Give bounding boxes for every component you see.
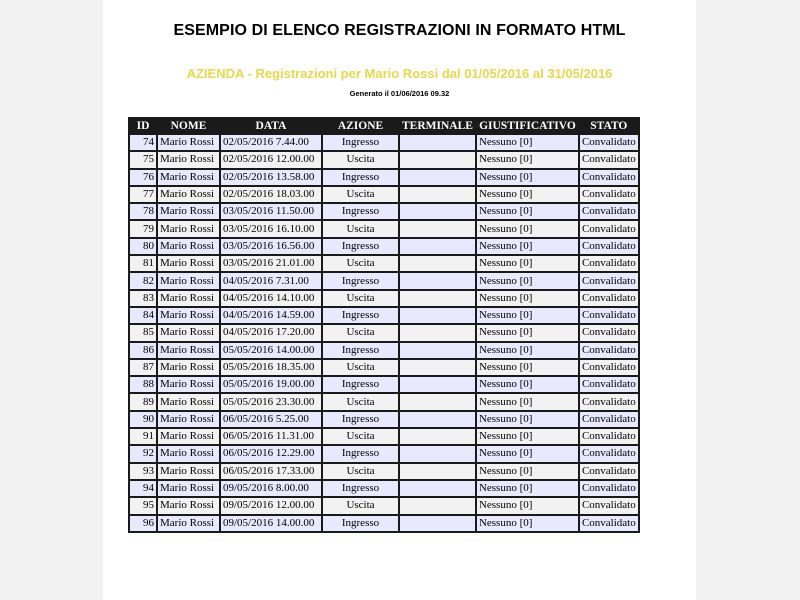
cell-azione: Ingresso — [323, 135, 398, 150]
cell-stato: Convalidato — [580, 239, 638, 254]
cell-azione: Uscita — [323, 464, 398, 479]
cell-id: 91 — [130, 429, 156, 444]
cell-stato: Convalidato — [580, 135, 638, 150]
cell-giustificativo: Nessuno [0] — [477, 464, 578, 479]
table-row — [130, 152, 638, 167]
cell-data: 09/05/2016 14.00.00 — [221, 516, 321, 531]
cell-azione: Uscita — [323, 256, 398, 271]
cell-nome: Mario Rossi — [158, 377, 219, 392]
table-row — [130, 135, 638, 150]
cell-giustificativo: Nessuno [0] — [477, 394, 578, 409]
cell-azione: Uscita — [323, 394, 398, 409]
cell-data: 04/05/2016 17.20.00 — [221, 325, 321, 340]
cell-azione: Ingresso — [323, 377, 398, 392]
cell-nome: Mario Rossi — [158, 291, 219, 306]
cell-nome: Mario Rossi — [158, 360, 219, 375]
cell-giustificativo: Nessuno [0] — [477, 239, 578, 254]
cell-giustificativo: Nessuno [0] — [477, 152, 578, 167]
cell-azione: Ingresso — [323, 170, 398, 185]
cell-id: 85 — [130, 325, 156, 340]
cell-data: 04/05/2016 14.10.00 — [221, 291, 321, 306]
cell-terminale — [400, 135, 475, 150]
cell-data: 09/05/2016 8.00.00 — [221, 481, 321, 496]
cell-nome: Mario Rossi — [158, 239, 219, 254]
cell-terminale — [400, 360, 475, 375]
cell-terminale — [400, 221, 475, 236]
cell-data: 05/05/2016 14.00.00 — [221, 343, 321, 358]
cell-data: 04/05/2016 14.59.00 — [221, 308, 321, 323]
cell-stato: Convalidato — [580, 221, 638, 236]
cell-data: 06/05/2016 5.25.00 — [221, 412, 321, 427]
cell-terminale — [400, 187, 475, 202]
cell-giustificativo: Nessuno [0] — [477, 498, 578, 513]
cell-azione: Ingresso — [323, 516, 398, 531]
cell-giustificativo: Nessuno [0] — [477, 325, 578, 340]
cell-stato: Convalidato — [580, 412, 638, 427]
cell-giustificativo: Nessuno [0] — [477, 446, 578, 461]
cell-giustificativo: Nessuno [0] — [477, 516, 578, 531]
cell-nome: Mario Rossi — [158, 412, 219, 427]
cell-data: 04/05/2016 7.31.00 — [221, 273, 321, 288]
cell-azione: Uscita — [323, 429, 398, 444]
table-row — [130, 170, 638, 185]
table-header-row — [130, 119, 638, 133]
cell-nome: Mario Rossi — [158, 273, 219, 288]
cell-giustificativo: Nessuno [0] — [477, 187, 578, 202]
cell-data: 03/05/2016 16.56.00 — [221, 239, 321, 254]
cell-id: 89 — [130, 394, 156, 409]
cell-azione: Ingresso — [323, 446, 398, 461]
cell-terminale — [400, 377, 475, 392]
cell-stato: Convalidato — [580, 273, 638, 288]
cell-id: 77 — [130, 187, 156, 202]
cell-stato: Convalidato — [580, 360, 638, 375]
cell-terminale — [400, 273, 475, 288]
cell-nome: Mario Rossi — [158, 152, 219, 167]
table-body — [130, 135, 638, 531]
table-row — [130, 481, 638, 496]
cell-id: 94 — [130, 481, 156, 496]
column-header-terminale: TERMINALE — [402, 120, 473, 132]
cell-azione: Uscita — [323, 221, 398, 236]
cell-stato: Convalidato — [580, 256, 638, 271]
column-header-stato: STATO — [580, 119, 638, 133]
table-row — [130, 256, 638, 271]
cell-giustificativo: Nessuno [0] — [477, 429, 578, 444]
cell-data: 06/05/2016 11.31.00 — [221, 429, 321, 444]
table-row — [130, 446, 638, 461]
cell-giustificativo: Nessuno [0] — [477, 343, 578, 358]
cell-data: 02/05/2016 13.58.00 — [221, 170, 321, 185]
cell-data: 09/05/2016 12.00.00 — [221, 498, 321, 513]
registrations-table — [128, 117, 640, 533]
cell-id: 76 — [130, 170, 156, 185]
cell-id: 87 — [130, 360, 156, 375]
cell-terminale — [400, 343, 475, 358]
cell-giustificativo: Nessuno [0] — [477, 412, 578, 427]
table-row — [130, 204, 638, 219]
cell-id: 88 — [130, 377, 156, 392]
cell-stato: Convalidato — [580, 481, 638, 496]
cell-terminale — [400, 446, 475, 461]
cell-giustificativo: Nessuno [0] — [477, 135, 578, 150]
cell-terminale — [400, 464, 475, 479]
cell-giustificativo: Nessuno [0] — [477, 273, 578, 288]
cell-terminale — [400, 516, 475, 531]
generated-timestamp: Generato il 01/06/2016 09.32 — [349, 89, 450, 98]
cell-giustificativo: Nessuno [0] — [477, 360, 578, 375]
cell-azione: Ingresso — [323, 308, 398, 323]
cell-giustificativo: Nessuno [0] — [477, 256, 578, 271]
cell-stato: Convalidato — [580, 343, 638, 358]
cell-nome: Mario Rossi — [158, 429, 219, 444]
table-row — [130, 412, 638, 427]
cell-nome: Mario Rossi — [158, 325, 219, 340]
cell-data: 05/05/2016 18.35.00 — [221, 360, 321, 375]
cell-giustificativo: Nessuno [0] — [477, 481, 578, 496]
table-row — [130, 239, 638, 254]
cell-id: 75 — [130, 152, 156, 167]
cell-terminale — [400, 256, 475, 271]
cell-stato: Convalidato — [580, 291, 638, 306]
cell-data: 05/05/2016 23.30.00 — [221, 394, 321, 409]
cell-stato: Convalidato — [580, 170, 638, 185]
cell-giustificativo: Nessuno [0] — [477, 204, 578, 219]
cell-id: 82 — [130, 273, 156, 288]
cell-id: 96 — [130, 516, 156, 531]
cell-id: 95 — [130, 498, 156, 513]
table-row — [130, 429, 638, 444]
table-row — [130, 291, 638, 306]
cell-id: 93 — [130, 464, 156, 479]
cell-data: 02/05/2016 18.03.00 — [221, 187, 321, 202]
column-header-id: ID — [130, 119, 156, 133]
cell-id: 74 — [130, 135, 156, 150]
cell-id: 81 — [130, 256, 156, 271]
cell-nome: Mario Rossi — [158, 221, 219, 236]
cell-terminale — [400, 170, 475, 185]
document-page — [103, 0, 696, 600]
cell-azione: Uscita — [323, 291, 398, 306]
cell-stato: Convalidato — [580, 446, 638, 461]
column-header-azione: AZIONE — [323, 119, 398, 133]
cell-nome: Mario Rossi — [158, 308, 219, 323]
cell-id: 84 — [130, 308, 156, 323]
cell-stato: Convalidato — [580, 377, 638, 392]
cell-azione: Ingresso — [323, 204, 398, 219]
cell-giustificativo: Nessuno [0] — [477, 377, 578, 392]
cell-nome: Mario Rossi — [158, 464, 219, 479]
table-row — [130, 187, 638, 202]
cell-azione: Ingresso — [323, 412, 398, 427]
cell-nome: Mario Rossi — [158, 187, 219, 202]
cell-nome: Mario Rossi — [158, 498, 219, 513]
table-row — [130, 394, 638, 409]
cell-nome: Mario Rossi — [158, 204, 219, 219]
cell-terminale — [400, 412, 475, 427]
cell-terminale — [400, 325, 475, 340]
cell-giustificativo: Nessuno [0] — [477, 291, 578, 306]
cell-azione: Uscita — [323, 187, 398, 202]
cell-nome: Mario Rossi — [158, 394, 219, 409]
report-subtitle: AZIENDA - Registrazioni per Mario Rossi dal 01/05/2016 al 31/05/2016 — [186, 66, 613, 81]
table-row — [130, 325, 638, 340]
cell-stato: Convalidato — [580, 204, 638, 219]
cell-stato: Convalidato — [580, 429, 638, 444]
cell-id: 78 — [130, 204, 156, 219]
cell-nome: Mario Rossi — [158, 516, 219, 531]
table-row — [130, 464, 638, 479]
table-row — [130, 343, 638, 358]
cell-data: 03/05/2016 21.01.00 — [221, 256, 321, 271]
table-row — [130, 273, 638, 288]
table-row — [130, 360, 638, 375]
cell-giustificativo: Nessuno [0] — [477, 170, 578, 185]
cell-azione: Uscita — [323, 152, 398, 167]
cell-nome: Mario Rossi — [158, 256, 219, 271]
cell-id: 80 — [130, 239, 156, 254]
cell-giustificativo: Nessuno [0] — [477, 221, 578, 236]
cell-azione: Ingresso — [323, 239, 398, 254]
cell-id: 86 — [130, 343, 156, 358]
table-row — [130, 498, 638, 513]
cell-terminale — [400, 291, 475, 306]
cell-id: 92 — [130, 446, 156, 461]
cell-azione: Ingresso — [323, 273, 398, 288]
cell-stato: Convalidato — [580, 187, 638, 202]
cell-nome: Mario Rossi — [158, 446, 219, 461]
cell-nome: Mario Rossi — [158, 481, 219, 496]
cell-azione: Uscita — [323, 360, 398, 375]
table-row — [130, 308, 638, 323]
cell-azione: Uscita — [323, 325, 398, 340]
cell-stato: Convalidato — [580, 152, 638, 167]
column-header-giustificativo: GIUSTIFICATIVO — [477, 119, 578, 133]
cell-nome: Mario Rossi — [158, 135, 219, 150]
cell-data: 03/05/2016 11.50.00 — [221, 204, 321, 219]
table-row — [130, 377, 638, 392]
cell-terminale — [400, 481, 475, 496]
column-header-data: DATA — [221, 119, 321, 133]
cell-stato: Convalidato — [580, 498, 638, 513]
cell-azione: Ingresso — [323, 343, 398, 358]
cell-data: 06/05/2016 12.29.00 — [221, 446, 321, 461]
cell-data: 06/05/2016 17.33.00 — [221, 464, 321, 479]
cell-nome: Mario Rossi — [158, 343, 219, 358]
cell-data: 05/05/2016 19.00.00 — [221, 377, 321, 392]
cell-nome: Mario Rossi — [158, 170, 219, 185]
cell-stato: Convalidato — [580, 308, 638, 323]
cell-terminale — [400, 308, 475, 323]
cell-azione: Uscita — [323, 498, 398, 513]
cell-terminale — [400, 429, 475, 444]
cell-stato: Convalidato — [580, 325, 638, 340]
cell-data: 02/05/2016 7.44.00 — [221, 135, 321, 150]
cell-terminale — [400, 204, 475, 219]
cell-terminale — [400, 394, 475, 409]
cell-terminale — [400, 152, 475, 167]
cell-data: 03/05/2016 16.10.00 — [221, 221, 321, 236]
cell-id: 83 — [130, 291, 156, 306]
cell-id: 90 — [130, 412, 156, 427]
cell-id: 79 — [130, 221, 156, 236]
table-row — [130, 221, 638, 236]
cell-data: 02/05/2016 12.00.00 — [221, 152, 321, 167]
table-row — [130, 516, 638, 531]
page-title: ESEMPIO DI ELENCO REGISTRAZIONI IN FORMATO HTML — [173, 22, 626, 39]
column-header-nome: NOME — [158, 119, 219, 133]
cell-terminale — [400, 498, 475, 513]
cell-stato: Convalidato — [580, 394, 638, 409]
cell-giustificativo: Nessuno [0] — [477, 308, 578, 323]
cell-azione: Ingresso — [323, 481, 398, 496]
cell-stato: Convalidato — [580, 516, 638, 531]
cell-terminale — [400, 239, 475, 254]
cell-stato: Convalidato — [580, 464, 638, 479]
